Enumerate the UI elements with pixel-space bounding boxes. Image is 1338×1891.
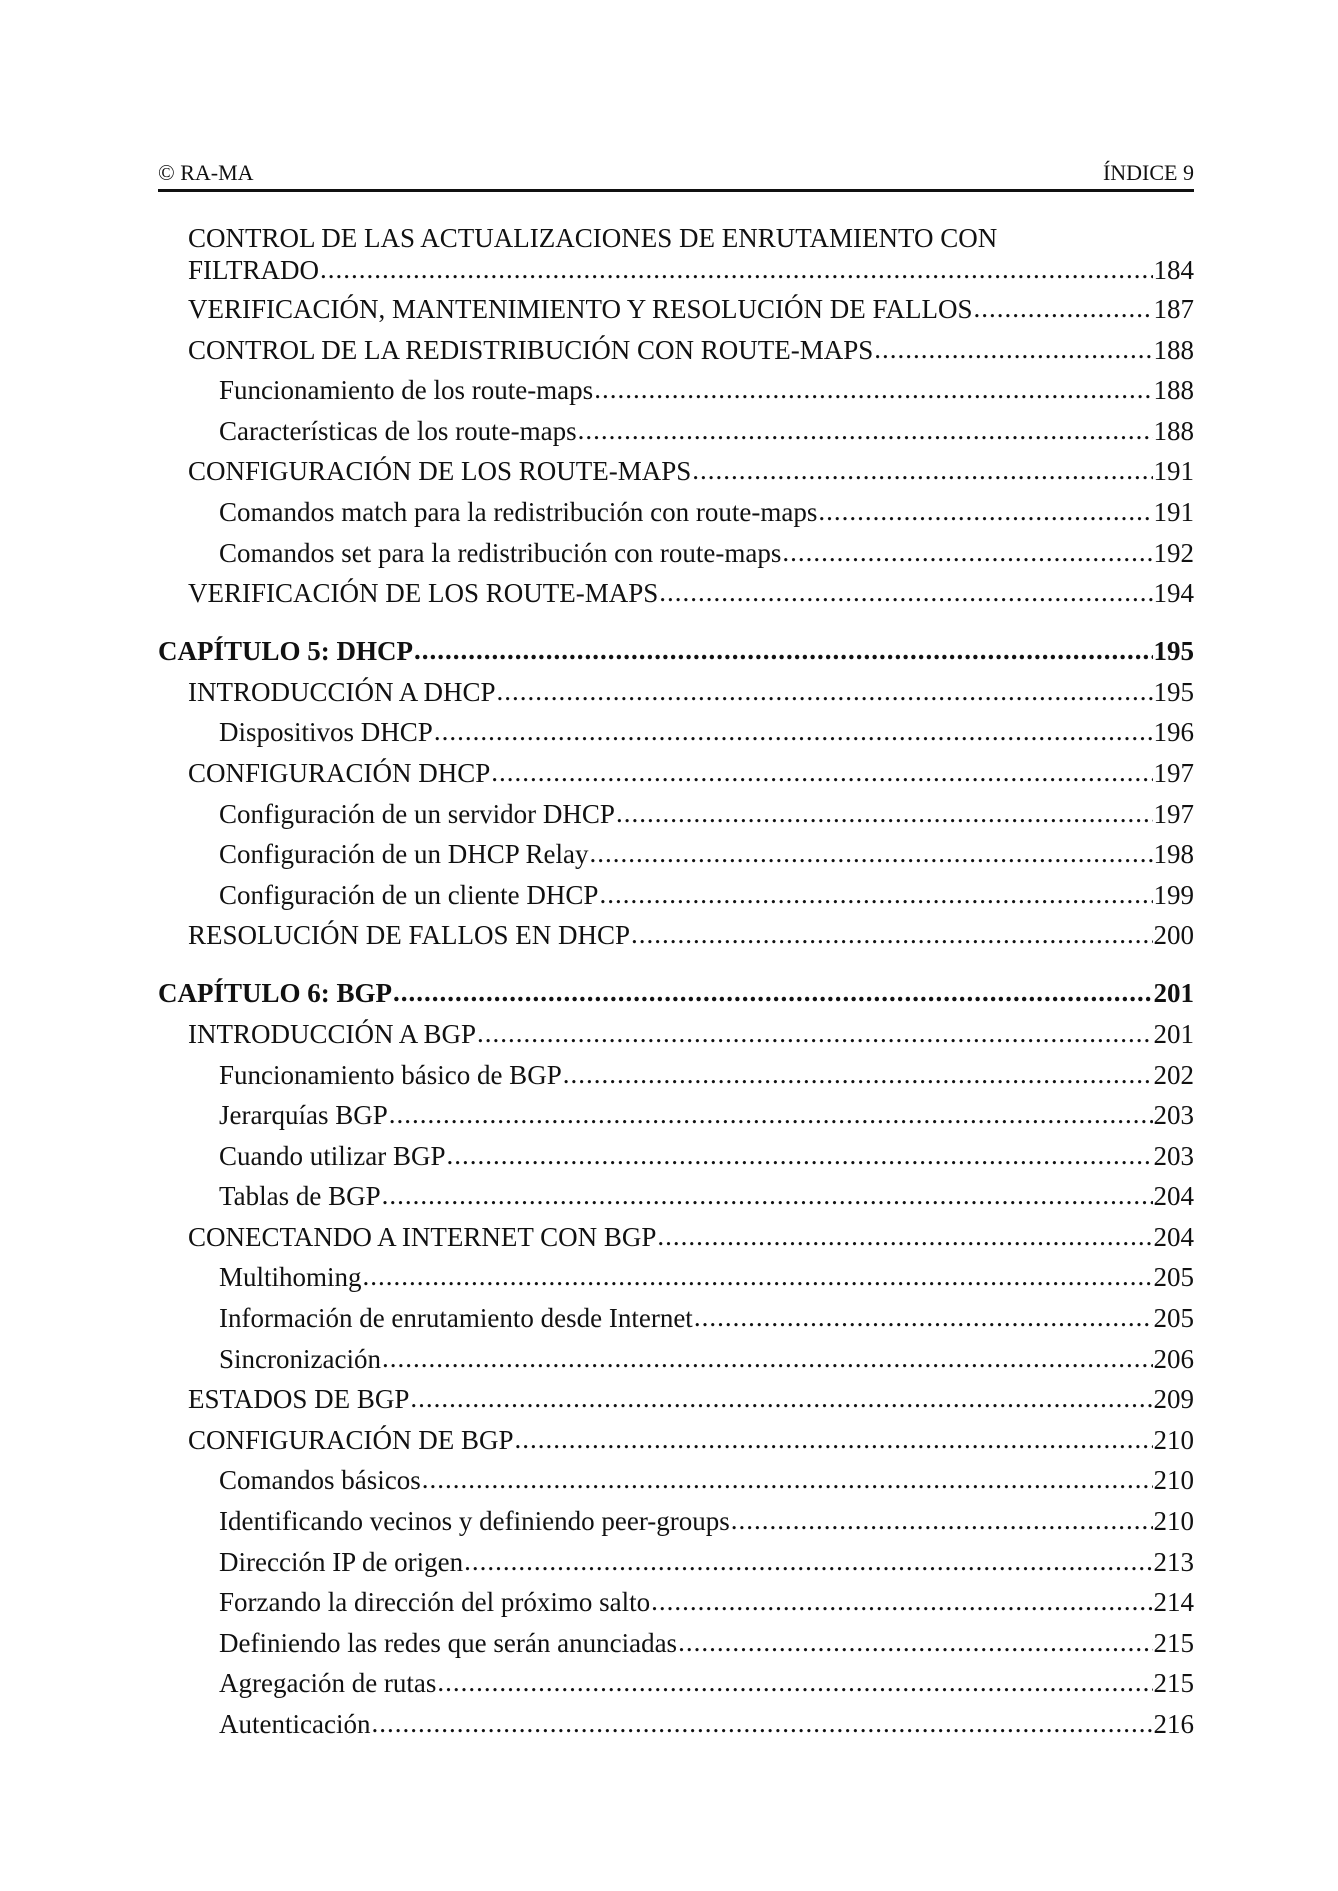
toc-entry-title-line1: CONTROL DE LAS ACTUALIZACIONES DE ENRUTAMIENTO CON (188, 223, 998, 253)
toc-entry-title: VERIFICACIÓN DE LOS ROUTE-MAPS (188, 578, 659, 609)
dot-leader (818, 491, 1152, 532)
toc-entry (158, 753, 1194, 794)
toc-entry (158, 672, 1194, 713)
toc-entry-title: Comandos básicos (219, 1465, 421, 1496)
toc-entry-title: Forzando la dirección del próximo salto (219, 1587, 651, 1618)
toc-chapter-entry (158, 973, 1194, 1014)
dot-leader (491, 752, 1152, 793)
toc-entry (158, 1298, 1194, 1339)
dot-leader (371, 1703, 1152, 1744)
toc-entry-page: 204 (1153, 1221, 1194, 1252)
toc-entry-page: 201 (1153, 1018, 1194, 1049)
toc-entry-page: 214 (1153, 1587, 1194, 1618)
toc-chapter-page: 195 (1153, 635, 1194, 666)
toc-entry (158, 1501, 1194, 1542)
dot-leader (464, 1541, 1152, 1582)
toc-entry (158, 712, 1194, 753)
header-publisher: © RA-MA (158, 160, 254, 185)
dot-leader (434, 711, 1153, 752)
toc-entry-title: INTRODUCCIÓN A BGP (188, 1018, 477, 1049)
toc-entry-page: 192 (1153, 537, 1194, 568)
toc-entry-page: 215 (1153, 1668, 1194, 1699)
toc-entry-title: Definiendo las redes que serán anunciadas (219, 1627, 678, 1658)
toc-entry (158, 1460, 1194, 1501)
dot-leader (382, 1338, 1153, 1379)
running-header (158, 158, 1194, 188)
dot-leader (678, 1622, 1152, 1663)
toc-entry-page: 191 (1153, 456, 1194, 487)
toc-entry-title: INTRODUCCIÓN A DHCP (188, 676, 496, 707)
dot-leader (731, 1500, 1153, 1541)
toc-entry-title: FILTRADO (188, 255, 320, 285)
toc-entry (158, 1014, 1194, 1055)
toc-entry-page: 197 (1153, 757, 1194, 788)
toc-entry (158, 533, 1194, 574)
dot-leader (659, 572, 1152, 613)
dot-leader (589, 833, 1152, 874)
dot-leader (393, 972, 1152, 1013)
toc-entry (158, 1136, 1194, 1177)
toc-chapter-title: CAPÍTULO 6: BGP (158, 977, 393, 1008)
toc-entry-title: Información de enrutamiento desde Internet (219, 1303, 693, 1334)
toc-entry-page: 204 (1153, 1181, 1194, 1212)
toc-entry-page: 188 (1153, 415, 1194, 446)
toc-entry (158, 492, 1194, 533)
toc-entry-page: 206 (1153, 1343, 1194, 1374)
toc-entry (158, 289, 1194, 330)
dot-leader (599, 874, 1152, 915)
toc-entry-title: Funcionamiento básico de BGP (219, 1059, 562, 1090)
toc-entry-title: Identificando vecinos y definiendo peer-groups (219, 1506, 730, 1537)
dot-leader (631, 914, 1152, 955)
toc-entry-title: Cuando utilizar BGP (219, 1140, 446, 1171)
dot-leader (692, 450, 1152, 491)
toc-entry-title: Dirección IP de origen (219, 1546, 464, 1577)
toc-entry-page: 215 (1153, 1627, 1194, 1658)
toc-entry (158, 1704, 1194, 1745)
toc-entry (158, 1379, 1194, 1420)
dot-leader (973, 288, 1152, 329)
toc-entry-page: 196 (1153, 717, 1194, 748)
toc-entry (158, 1095, 1194, 1136)
toc-entry-page: 188 (1153, 334, 1194, 365)
toc-entry-page: 184 (1153, 255, 1194, 285)
toc-entry-page: 203 (1153, 1100, 1194, 1131)
toc-entry-page: 194 (1153, 578, 1194, 609)
toc-entry-title: Configuración de un DHCP Relay (219, 839, 589, 870)
dot-leader (382, 1175, 1153, 1216)
toc-entry-title: Funcionamiento de los route-maps (219, 375, 594, 406)
toc-entry-title: Autenticación (219, 1709, 371, 1739)
toc-entry (158, 1623, 1194, 1664)
toc-entry (158, 1420, 1194, 1461)
toc-entry-page: 203 (1153, 1140, 1194, 1171)
toc-entry (158, 222, 1194, 289)
toc-entry-page: 199 (1153, 879, 1194, 910)
toc-entry (158, 875, 1194, 916)
toc-chapter-entry (158, 631, 1194, 672)
dot-leader (515, 1419, 1153, 1460)
toc-entry (158, 794, 1194, 835)
toc-entry-page: 216 (1153, 1709, 1194, 1739)
dot-leader (410, 1378, 1152, 1419)
toc-entry (158, 411, 1194, 452)
toc-entry (158, 1663, 1194, 1704)
toc-entry-page: 205 (1153, 1303, 1194, 1334)
toc-entry-title: Agregación de rutas (219, 1668, 437, 1699)
toc-entry (158, 370, 1194, 411)
toc-entry-title: Configuración de un servidor DHCP (219, 798, 615, 829)
toc-entry (158, 1217, 1194, 1258)
dot-leader (594, 369, 1152, 410)
toc-entry (158, 573, 1194, 614)
dot-leader (651, 1581, 1152, 1622)
toc-entry-page: 210 (1153, 1424, 1194, 1455)
toc-entry-page: 198 (1153, 839, 1194, 870)
toc-entry (158, 330, 1194, 371)
dot-leader (563, 1054, 1153, 1095)
toc-entry-title: Características de los route-maps (219, 415, 577, 446)
toc-entry-page: 197 (1153, 798, 1194, 829)
dot-leader (422, 1459, 1153, 1500)
header-section-page: ÍNDICE 9 (1102, 160, 1194, 185)
toc-entry-title: Dispositivos DHCP (219, 717, 433, 748)
toc-entry-page: 200 (1153, 920, 1194, 951)
header-rule (158, 189, 1194, 192)
toc-chapter-title: CAPÍTULO 5: DHCP (158, 635, 413, 666)
toc-entry-title: Comandos match para la redistribución con route-maps (219, 496, 818, 527)
toc-entry (158, 1582, 1194, 1623)
toc-entry-page: 195 (1153, 676, 1194, 707)
dot-leader (616, 793, 1153, 834)
toc-entry (158, 1542, 1194, 1583)
toc-entry-title: Tablas de BGP (219, 1181, 381, 1212)
dot-leader (437, 1662, 1152, 1703)
dot-leader (363, 1256, 1153, 1297)
dot-leader (414, 630, 1153, 671)
toc-entry-title: ESTADOS DE BGP (188, 1384, 410, 1415)
dot-leader (389, 1094, 1153, 1135)
toc-entry-title: Sincronización (219, 1343, 381, 1374)
toc-entry-page: 191 (1153, 496, 1194, 527)
toc-entry-title: Configuración de un cliente DHCP (219, 879, 599, 910)
dot-leader (497, 671, 1153, 712)
toc-entry-title: CONFIGURACIÓN DHCP (188, 757, 491, 788)
table-of-contents (158, 222, 1194, 1745)
toc-entry-page: 187 (1153, 294, 1194, 324)
dot-leader (657, 1216, 1152, 1257)
dot-leader (477, 1013, 1152, 1054)
toc-entry (158, 1339, 1194, 1380)
dot-leader (782, 532, 1152, 573)
toc-entry (158, 1055, 1194, 1096)
toc-entry-title: CONECTANDO A INTERNET CON BGP (188, 1221, 657, 1252)
toc-entry (158, 1257, 1194, 1298)
dot-leader (446, 1135, 1152, 1176)
toc-chapter-page: 201 (1153, 977, 1194, 1008)
dot-leader (874, 329, 1152, 370)
toc-entry-title: CONTROL DE LA REDISTRIBUCIÓN CON ROUTE-MAPS (188, 334, 874, 365)
toc-entry-title: Jerarquías BGP (219, 1100, 388, 1131)
toc-entry-title: CONFIGURACIÓN DE LOS ROUTE-MAPS (188, 456, 692, 487)
toc-entry (158, 451, 1194, 492)
toc-entry-page: 202 (1153, 1059, 1194, 1090)
toc-entry-title: Comandos set para la redistribución con route-maps (219, 537, 782, 568)
toc-entry-page: 210 (1153, 1506, 1194, 1537)
toc-entry-page: 188 (1153, 375, 1194, 406)
toc-entry-title: CONFIGURACIÓN DE BGP (188, 1424, 514, 1455)
dot-leader (320, 253, 1152, 285)
toc-entry-page: 213 (1153, 1546, 1194, 1577)
toc-entry (158, 1176, 1194, 1217)
dot-leader (694, 1297, 1153, 1338)
dot-leader (578, 410, 1153, 451)
toc-entry (158, 834, 1194, 875)
toc-entry-page: 205 (1153, 1262, 1194, 1293)
toc-entry-title: RESOLUCIÓN DE FALLOS EN DHCP (188, 920, 631, 951)
toc-entry-page: 209 (1153, 1384, 1194, 1415)
toc-entry (158, 915, 1194, 956)
toc-entry-title: VERIFICACIÓN, MANTENIMIENTO Y RESOLUCIÓN DE FALLOS (188, 294, 973, 324)
toc-entry-page: 210 (1153, 1465, 1194, 1496)
toc-entry-title: Multihoming (219, 1262, 362, 1293)
